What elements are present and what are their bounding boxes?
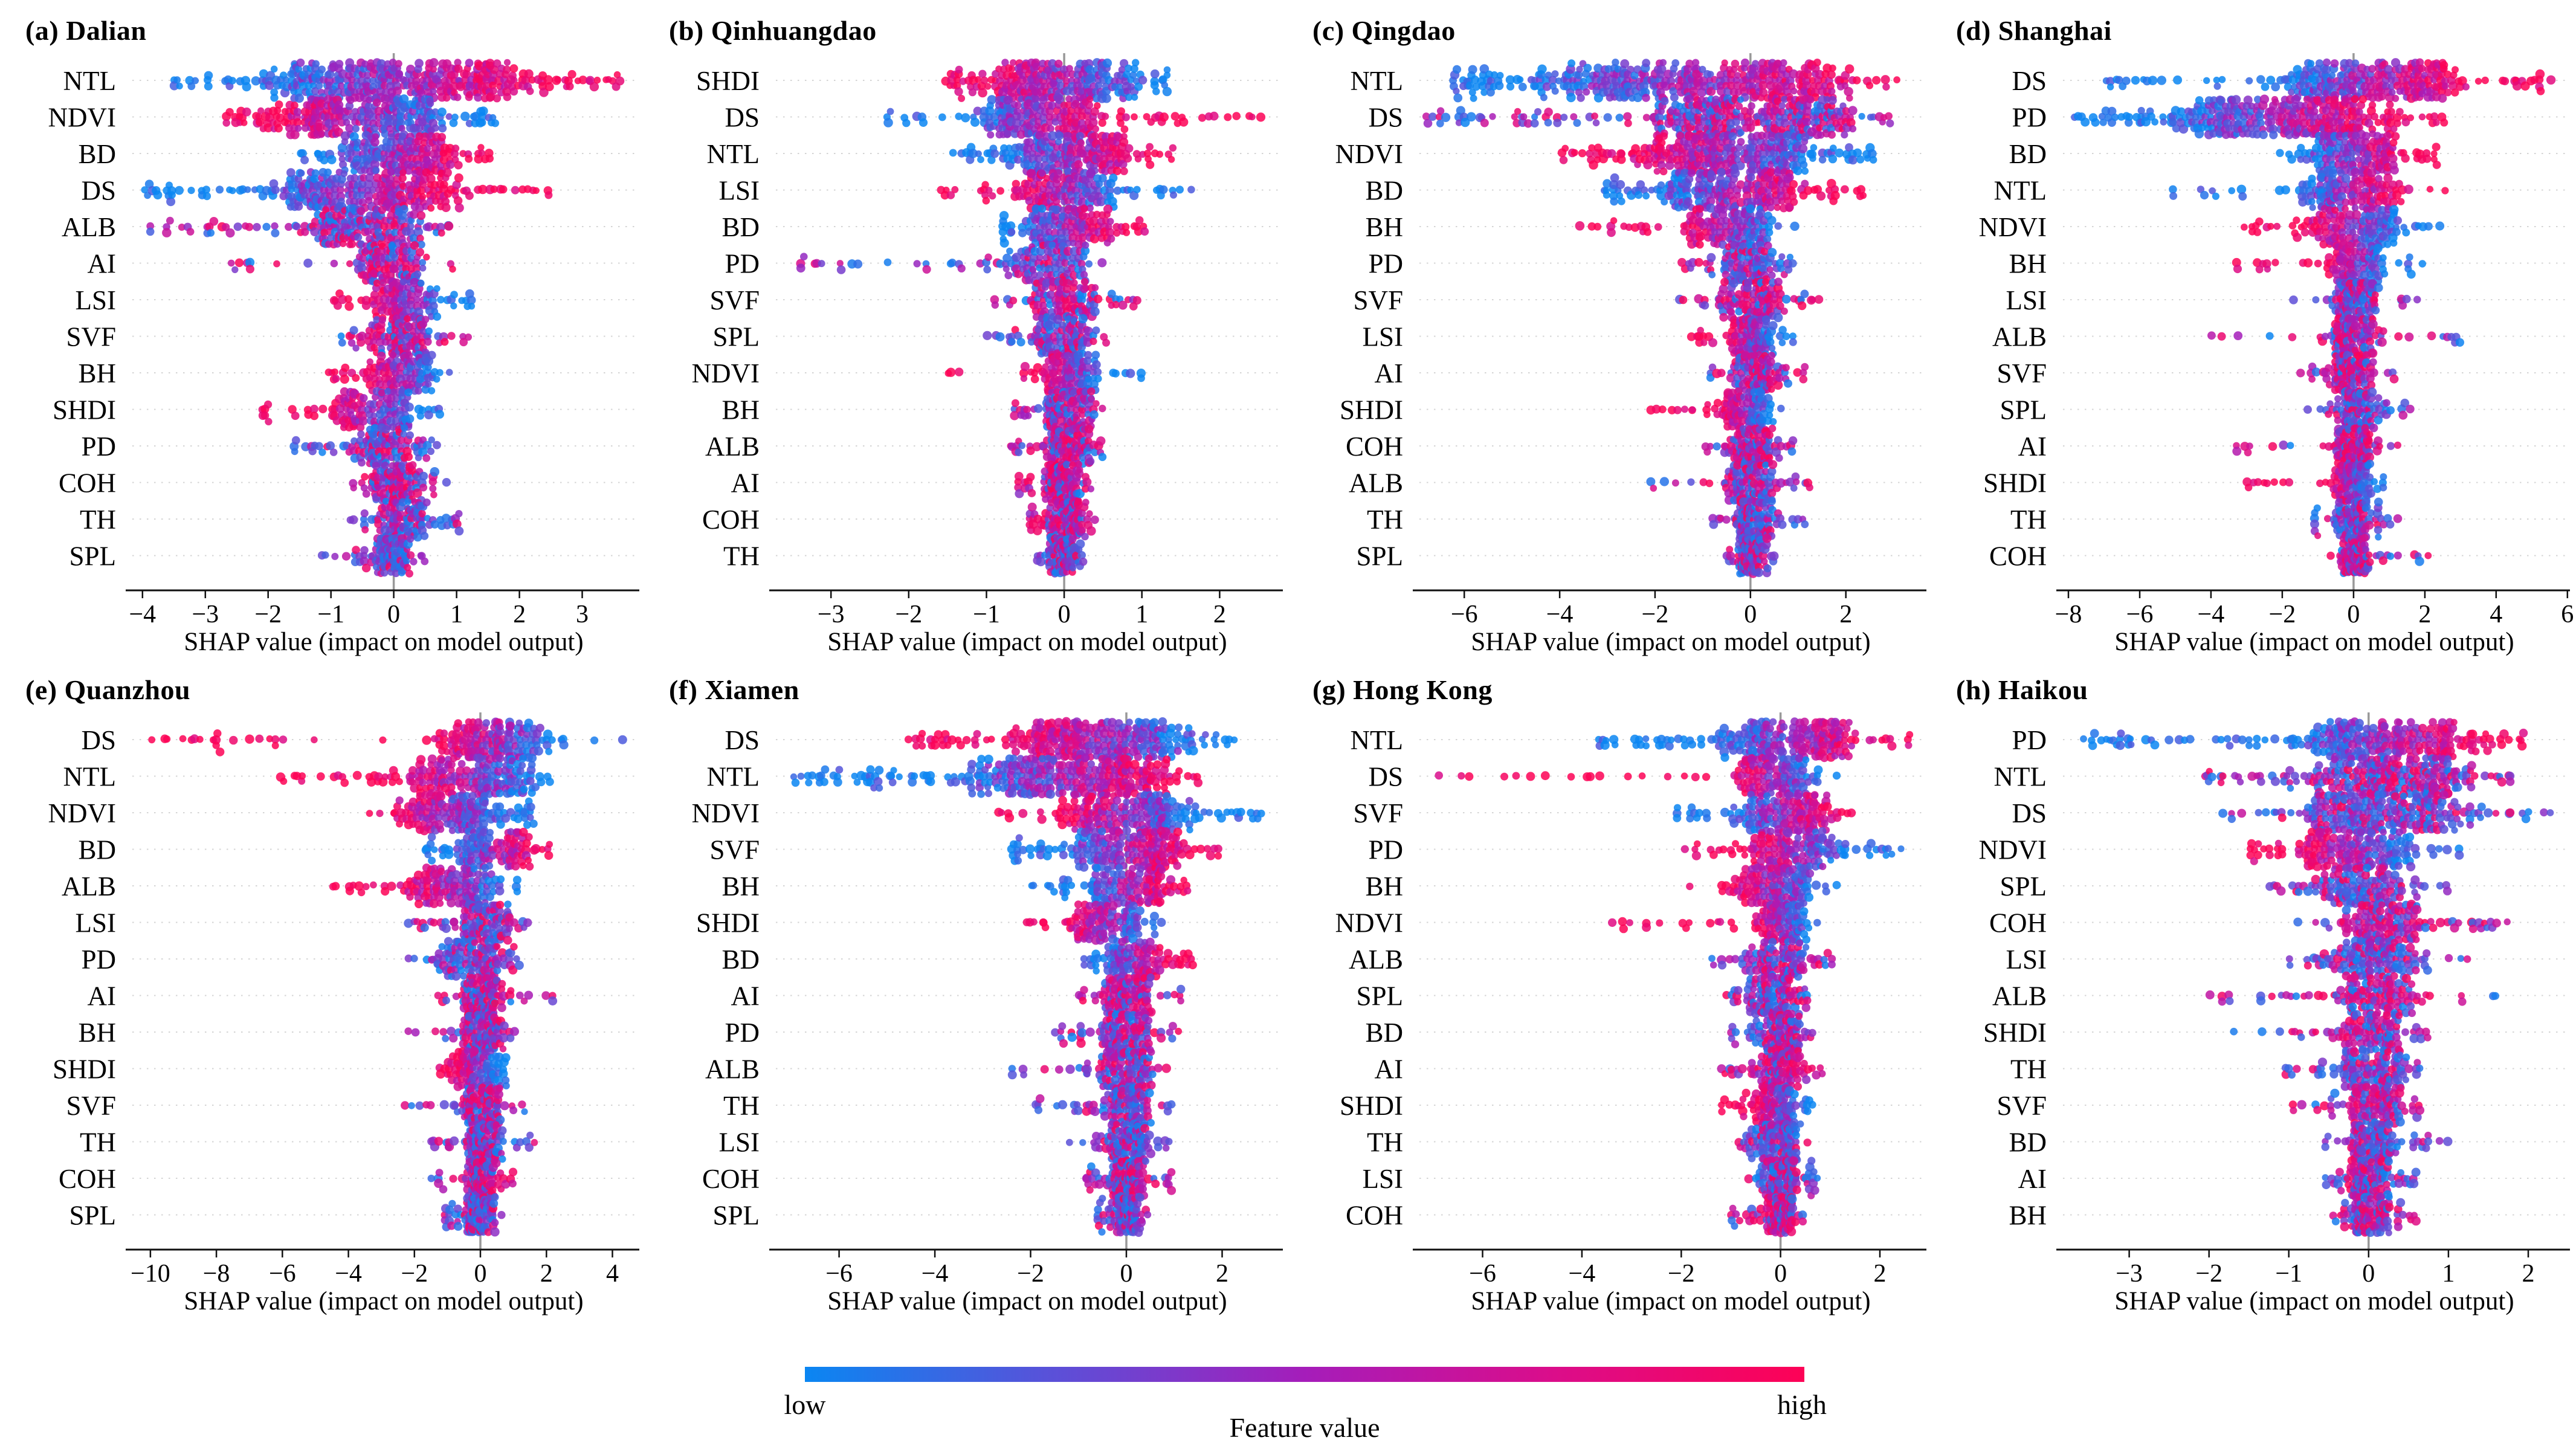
svg-text:PD: PD [725,248,760,279]
svg-text:AI: AI [87,248,116,279]
svg-text:−1: −1 [973,601,1000,628]
svg-text:LSI: LSI [718,175,760,206]
svg-text:SVF: SVF [66,321,116,352]
svg-text:1: 1 [1135,601,1149,628]
panel-haikou-xlabel: SHAP value (impact on model output) [2114,1287,2514,1315]
panel-shanghai-xlabel: SHAP value (impact on model output) [2114,628,2514,656]
svg-text:DS: DS [81,175,116,206]
svg-text:−1: −1 [317,601,345,628]
panel-quanzhou-title: (e) Quanzhou [25,674,191,705]
svg-text:0: 0 [387,601,401,628]
svg-text:SHDI: SHDI [1339,395,1403,425]
svg-text:NTL: NTL [1350,66,1403,96]
svg-text:LSI: LSI [75,285,116,315]
panel-dalian-xlabel: SHAP value (impact on model output) [184,628,584,656]
svg-text:PD: PD [81,431,116,462]
svg-text:COH: COH [1345,431,1403,462]
svg-text:NDVI: NDVI [1335,139,1403,169]
svg-text:−2: −2 [254,601,282,628]
panel-qingdao-xlabel: SHAP value (impact on model output) [1471,628,1871,656]
panel-xiamen-chart [644,659,1287,1318]
svg-text:−4: −4 [129,601,157,628]
svg-text:AI: AI [731,468,760,499]
svg-text:BD: BD [721,212,760,242]
panel-dalian-title: (a) Dalian [25,15,147,46]
panel-dalian [0,0,644,659]
svg-text:SPL: SPL [712,321,760,352]
svg-text:TH: TH [1367,505,1403,535]
panel-hongkong-xlabel: SHAP value (impact on model output) [1471,1287,1871,1315]
panel-haikou [1931,659,2574,1318]
svg-text:−3: −3 [192,601,219,628]
svg-text:BH: BH [1365,212,1403,242]
svg-text:BH: BH [78,358,116,389]
panel-shanghai [1931,0,2574,659]
svg-text:SPL: SPL [1356,541,1403,572]
svg-text:NTL: NTL [706,139,760,169]
svg-text:2: 2 [513,601,526,628]
panel-qinhuangdao-title: (b) Qinhuangdao [669,15,877,46]
panel-qinhuangdao [644,0,1287,659]
svg-text:TH: TH [80,505,116,535]
panel-xiamen-title: (f) Xiamen [669,674,799,705]
svg-text:BD: BD [78,139,116,169]
svg-text:NTL: NTL [63,66,116,96]
panel-qingdao-chart [1287,0,1931,659]
panel-dalian-chart [0,0,644,659]
svg-text:SHDI: SHDI [52,395,116,425]
panel-quanzhou-chart [0,659,644,1318]
svg-text:COH: COH [702,505,760,535]
colorbar-high-label: high [1777,1389,1827,1420]
svg-text:BD: BD [1365,175,1403,206]
colorbar-title: Feature value [1229,1412,1380,1443]
panel-hongkong-chart [1287,659,1931,1318]
panel-qinhuangdao-chart [644,0,1287,659]
svg-text:−2: −2 [895,601,923,628]
panel-shanghai-chart [1931,0,2576,659]
panel-hongkong [1287,659,1931,1318]
svg-text:TH: TH [723,541,760,572]
panel-xiamen-xlabel: SHAP value (impact on model output) [827,1287,1227,1315]
svg-text:3: 3 [576,601,589,628]
panel-qinhuangdao-xlabel: SHAP value (impact on model output) [827,628,1227,656]
svg-text:ALB: ALB [705,431,760,462]
svg-text:0: 0 [1057,601,1071,628]
svg-text:1: 1 [450,601,463,628]
panel-qingdao-title: (c) Qingdao [1312,15,1456,46]
svg-text:SVF: SVF [1353,285,1403,315]
panel-haikou-title: (h) Haikou [1956,674,2088,705]
svg-text:COH: COH [58,468,116,499]
svg-text:DS: DS [1368,102,1403,133]
svg-text:NDVI: NDVI [48,102,116,133]
svg-text:PD: PD [1368,248,1403,279]
panel-quanzhou-xlabel: SHAP value (impact on model output) [184,1287,584,1315]
panel-xiamen [644,659,1287,1318]
panel-haikou-chart [1931,659,2576,1318]
svg-text:−3: −3 [817,601,845,628]
svg-text:ALB: ALB [62,212,116,242]
panel-hongkong-title: (g) Hong Kong [1312,674,1493,705]
svg-text:SVF: SVF [709,285,760,315]
svg-text:DS: DS [725,102,760,133]
panel-qingdao [1287,0,1931,659]
svg-text:2: 2 [1213,601,1226,628]
svg-text:SPL: SPL [69,541,116,572]
colorbar-low-label: low [784,1389,826,1420]
svg-text:NDVI: NDVI [691,358,760,389]
svg-text:ALB: ALB [1349,468,1403,499]
svg-text:BH: BH [721,395,760,425]
feature-value-colorbar [805,1367,1804,1382]
svg-text:SHDI: SHDI [696,66,760,96]
svg-text:LSI: LSI [1362,321,1403,352]
panel-shanghai-title: (d) Shanghai [1956,15,2112,46]
svg-text:AI: AI [1374,358,1403,389]
panel-quanzhou [0,659,644,1318]
